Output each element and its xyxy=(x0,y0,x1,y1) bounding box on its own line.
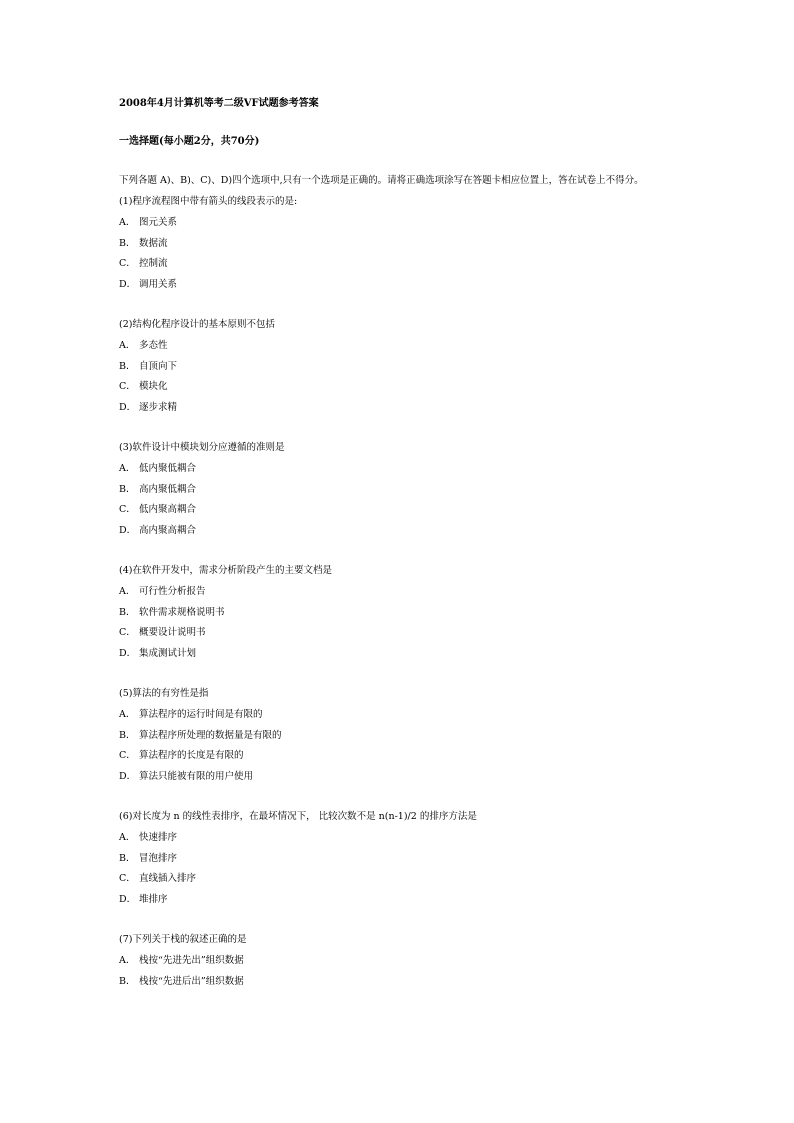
question-stem: (2)结构化程序设计的基本原则不包括 xyxy=(119,318,275,330)
question-6 xyxy=(119,807,679,911)
option-letter: C． xyxy=(119,750,136,762)
answer-option xyxy=(119,849,679,870)
option-letter: D． xyxy=(119,771,137,783)
option-letter: C． xyxy=(119,381,136,393)
option-letter: D． xyxy=(119,648,137,660)
option-text: 图元关系 xyxy=(139,216,178,228)
option-text: 模块化 xyxy=(139,381,168,393)
answer-option xyxy=(119,623,679,644)
option-letter: C． xyxy=(119,258,136,270)
option-text: 栈按“先进先出”组织数据 xyxy=(139,954,244,966)
answer-option xyxy=(119,336,679,357)
answer-option xyxy=(119,603,679,624)
question-1 xyxy=(119,192,679,296)
option-letter: B． xyxy=(119,237,136,249)
section-heading: 一选择题(每小题2分，共70分) xyxy=(119,136,260,147)
answer-option xyxy=(119,377,679,398)
option-text: 数据流 xyxy=(139,237,168,249)
answer-option xyxy=(119,890,679,911)
answer-option xyxy=(119,521,679,542)
option-letter: D． xyxy=(119,402,137,414)
option-letter: A． xyxy=(119,831,136,843)
option-letter: B． xyxy=(119,975,136,987)
question-stem: (1)程序流程图中带有箭头的线段表示的是: xyxy=(119,196,298,207)
answer-option xyxy=(119,726,679,747)
option-text: 控制流 xyxy=(139,258,168,270)
option-text: 低内聚低耦合 xyxy=(139,462,197,474)
instructions-paragraph: 下列各题 A)、B)、C)、D)四个选项中,只有一个选项是正确的。请将正确选项涂写在答题卡相应位置上，答在试卷上不得分。 xyxy=(119,175,644,186)
option-letter: A． xyxy=(119,708,136,720)
answer-option xyxy=(119,480,679,501)
question-2 xyxy=(119,315,679,419)
answer-option xyxy=(119,828,679,849)
option-text: 概要设计说明书 xyxy=(139,627,206,639)
option-letter: B． xyxy=(119,483,136,495)
option-letter: A． xyxy=(119,339,136,351)
option-text: 冒泡排序 xyxy=(139,852,178,864)
question-stem: (7)下列关于栈的叙述正确的是 xyxy=(119,933,247,945)
answer-option xyxy=(119,234,679,255)
option-text: 低内聚高耦合 xyxy=(139,504,197,516)
option-letter: C． xyxy=(119,873,136,885)
answer-option xyxy=(119,213,679,234)
option-letter: C． xyxy=(119,504,136,516)
option-letter: D． xyxy=(119,894,137,906)
answer-option xyxy=(119,500,679,521)
option-text: 多态性 xyxy=(139,339,168,351)
question-4 xyxy=(119,561,679,665)
option-text: 高内聚低耦合 xyxy=(139,483,197,495)
option-text: 算法程序所处理的数据量是有限的 xyxy=(139,729,282,741)
option-letter: D． xyxy=(119,279,137,291)
option-text: 栈按“先进后出”组织数据 xyxy=(139,975,244,987)
option-letter: C． xyxy=(119,627,136,639)
answer-option xyxy=(119,705,679,726)
question-stem: (4)在软件开发中，需求分析阶段产生的主要文档是 xyxy=(119,564,332,576)
answer-option xyxy=(119,972,679,993)
option-text: 调用关系 xyxy=(139,279,178,291)
question-stem: (5)算法的有穷性是指 xyxy=(119,687,209,699)
question-7 xyxy=(119,930,679,992)
option-text: 算法程序的运行时间是有限的 xyxy=(139,708,263,720)
answer-option xyxy=(119,357,679,378)
answer-option xyxy=(119,951,679,972)
option-letter: A． xyxy=(119,954,136,966)
option-letter: B． xyxy=(119,729,136,741)
option-letter: A． xyxy=(119,585,136,597)
answer-option xyxy=(119,398,679,419)
document-page xyxy=(119,97,679,1011)
option-letter: B． xyxy=(119,606,136,618)
option-letter: A． xyxy=(119,462,136,474)
option-letter: B． xyxy=(119,852,136,864)
option-letter: D． xyxy=(119,525,137,537)
answer-option xyxy=(119,644,679,665)
answer-option xyxy=(119,275,679,296)
question-5 xyxy=(119,684,679,788)
answer-option xyxy=(119,582,679,603)
option-text: 自顶向下 xyxy=(139,360,178,372)
option-text: 集成测试计划 xyxy=(139,648,197,660)
answer-option xyxy=(119,767,679,788)
option-letter: B． xyxy=(119,360,136,372)
option-text: 快速排序 xyxy=(139,831,178,843)
option-text: 算法只能被有限的用户使用 xyxy=(139,771,254,783)
option-text: 软件需求规格说明书 xyxy=(139,606,225,618)
option-text: 算法程序的长度是有限的 xyxy=(139,750,244,762)
question-list xyxy=(119,192,679,992)
option-text: 可行性分析报告 xyxy=(139,585,206,597)
question-stem: (3)软件设计中模块划分应遵循的准则是 xyxy=(119,441,285,453)
option-text: 逐步求精 xyxy=(139,402,178,414)
option-text: 高内聚高耦合 xyxy=(139,525,197,537)
option-text: 直线插入排序 xyxy=(139,873,197,885)
answer-option xyxy=(119,746,679,767)
option-text: 堆排序 xyxy=(139,894,168,906)
answer-option xyxy=(119,869,679,890)
question-stem: (6)对长度为 n 的线性表排序，在最坏情况下， 比较次数不是 n(n-1)/2 的排序方法是 xyxy=(119,810,477,822)
document-title: 2008年4月计算机等考二级VF试题参考答案 xyxy=(119,98,319,109)
option-letter: A． xyxy=(119,216,136,228)
answer-option xyxy=(119,459,679,480)
question-3 xyxy=(119,438,679,542)
answer-option xyxy=(119,254,679,275)
